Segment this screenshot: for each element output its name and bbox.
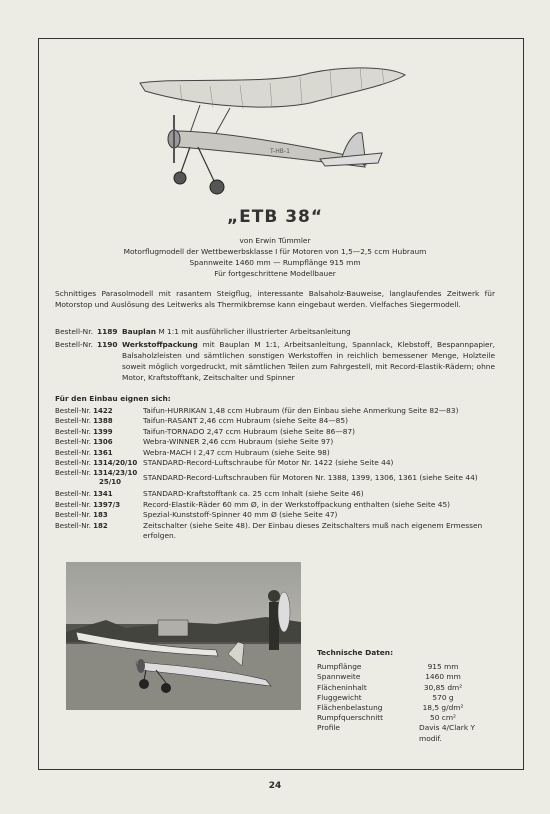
- tech-row: Profile Davis 4/Clark Y modif.: [317, 723, 475, 743]
- tech-data: [317, 648, 499, 744]
- intro-paragraph: Schnittiges Parasolmodell mit rasantem Steigflug, interessante Balsaholz-Bauweise, langlaufendes Zeitwerk für Motorstop und Auslösung des Leitwerks als Thermikbremse kann eingebaut werden. Vielfaches Siegermodell.: [55, 289, 495, 309]
- model-header: [0, 235, 550, 279]
- page-number: 24: [268, 781, 282, 791]
- model-photo: [66, 562, 301, 710]
- einbau-row: Bestell-Nr. 1388 Taifun-RASANT 2,46 ccm Hubraum (siehe Seite 84—85): [55, 416, 348, 426]
- order-name: Werkstoffpackung: [122, 340, 198, 349]
- einbau-row: Bestell-Nr. 1306 Webra-WINNER 2,46 ccm Hubraum (siehe Seite 97): [55, 437, 334, 447]
- order-text: mit Bauplan M 1:1, Arbeitsanleitung, Spannlack, Klebstoff, Bespannpapier, Balsaholzleisten und sämtlichen sonstigen Werkstoffen in reichlich bemessener Menge, Holzteile soweit möglich vorgedruckt, mit sämtlichen Teilen zum Fahrgestell, mit Record-Elastik-Rädern; ohne Motor, Kraftstofftank, Zeitschalter und Spinner: [122, 340, 495, 382]
- subtitle-line: Motorflugmodell der Wettbewerbsklasse I für Motoren von 1,5—2,5 ccm Hubraum: [123, 247, 427, 256]
- tech-row: Spannweite 1460 mm: [317, 672, 461, 682]
- tech-row: Flächeninhalt 30,85 dm²: [317, 682, 463, 692]
- tech-row: Flächenbelastung 18,5 g/dm²: [317, 703, 464, 713]
- order-list: [55, 326, 495, 383]
- order-row: [55, 326, 495, 337]
- order-prefix: Bestell-Nr.: [55, 327, 93, 336]
- tech-title: Technische Daten:: [317, 648, 394, 657]
- einbau-row: Bestell-Nr. 1341 STANDARD-Kraftstofftank ca. 25 ccm Inhalt (siehe Seite 46): [55, 489, 364, 499]
- svg-text:T-HB-1: T-HB-1: [270, 148, 290, 155]
- tech-row: Rumpflänge 915 mm: [317, 662, 459, 672]
- einbau-heading: Für den Einbau eignen sich:: [55, 394, 171, 403]
- einbau-row: Bestell-Nr. 1422 Taifun-HURRIKAN 1,48 ccm Hubraum (für den Einbau siehe Anmerkung Seite 82—83): [55, 406, 459, 415]
- einbau-row: Bestell-Nr. 1397/3 Record-Elastik-Räder 60 mm Ø, in der Werkstoffpackung enthalten (siehe Seite 45): [55, 499, 451, 509]
- einbau-row: Bestell-Nr. 1314/23/10 25/10 STANDARD-Record-Luftschrauben für Motoren Nr. 1388, 1399, 1306, 1361 (siehe Seite 44): [55, 469, 478, 487]
- order-number: 1190: [97, 340, 118, 349]
- order-name: Bauplan: [122, 327, 156, 336]
- tech-row: Rumpfquerschnitt 50 cm²: [317, 713, 456, 723]
- tech-row: Fluggewicht 570 g: [317, 692, 454, 702]
- einbau-row: Bestell-Nr. 1361 Webra-MACH I 2,47 ccm Hubraum (siehe Seite 98): [55, 447, 330, 457]
- author: von Erwin Tümmler: [239, 236, 311, 245]
- order-text: M 1:1 mit ausführlicher illustrierter Arbeitsanleitung: [158, 327, 351, 336]
- subtitle-line: Spannweite 1460 mm — Rumpflänge 915 mm: [189, 258, 361, 267]
- einbau-row: Bestell-Nr. 1314/20/10 STANDARD-Record-Luftschraube für Motor Nr. 1422 (siehe Seite 44): [55, 458, 394, 468]
- einbau-list: [55, 406, 495, 541]
- order-number: 1189: [97, 327, 118, 336]
- order-prefix: Bestell-Nr.: [55, 340, 93, 349]
- einbau-row: Bestell-Nr. 182 Zeitschalter (siehe Seite 48). Der Einbau dieses Zeitschalters muß nach eigenem Ermessen erfolgen.: [55, 520, 483, 541]
- subtitle-line: Für fortgeschrittene Modellbauer: [214, 269, 336, 278]
- model-title: „ETB 38“: [226, 207, 324, 227]
- einbau-row: Bestell-Nr. 183 Spezial-Kunststoff-Spinner 40 mm Ø (siehe Seite 47): [55, 510, 338, 520]
- model-airplane-drawing: [120, 55, 420, 205]
- order-row: [55, 339, 495, 383]
- einbau-row: Bestell-Nr. 1399 Taifun-TORNADO 2,47 ccm Hubraum (siehe Seite 86—87): [55, 426, 356, 436]
